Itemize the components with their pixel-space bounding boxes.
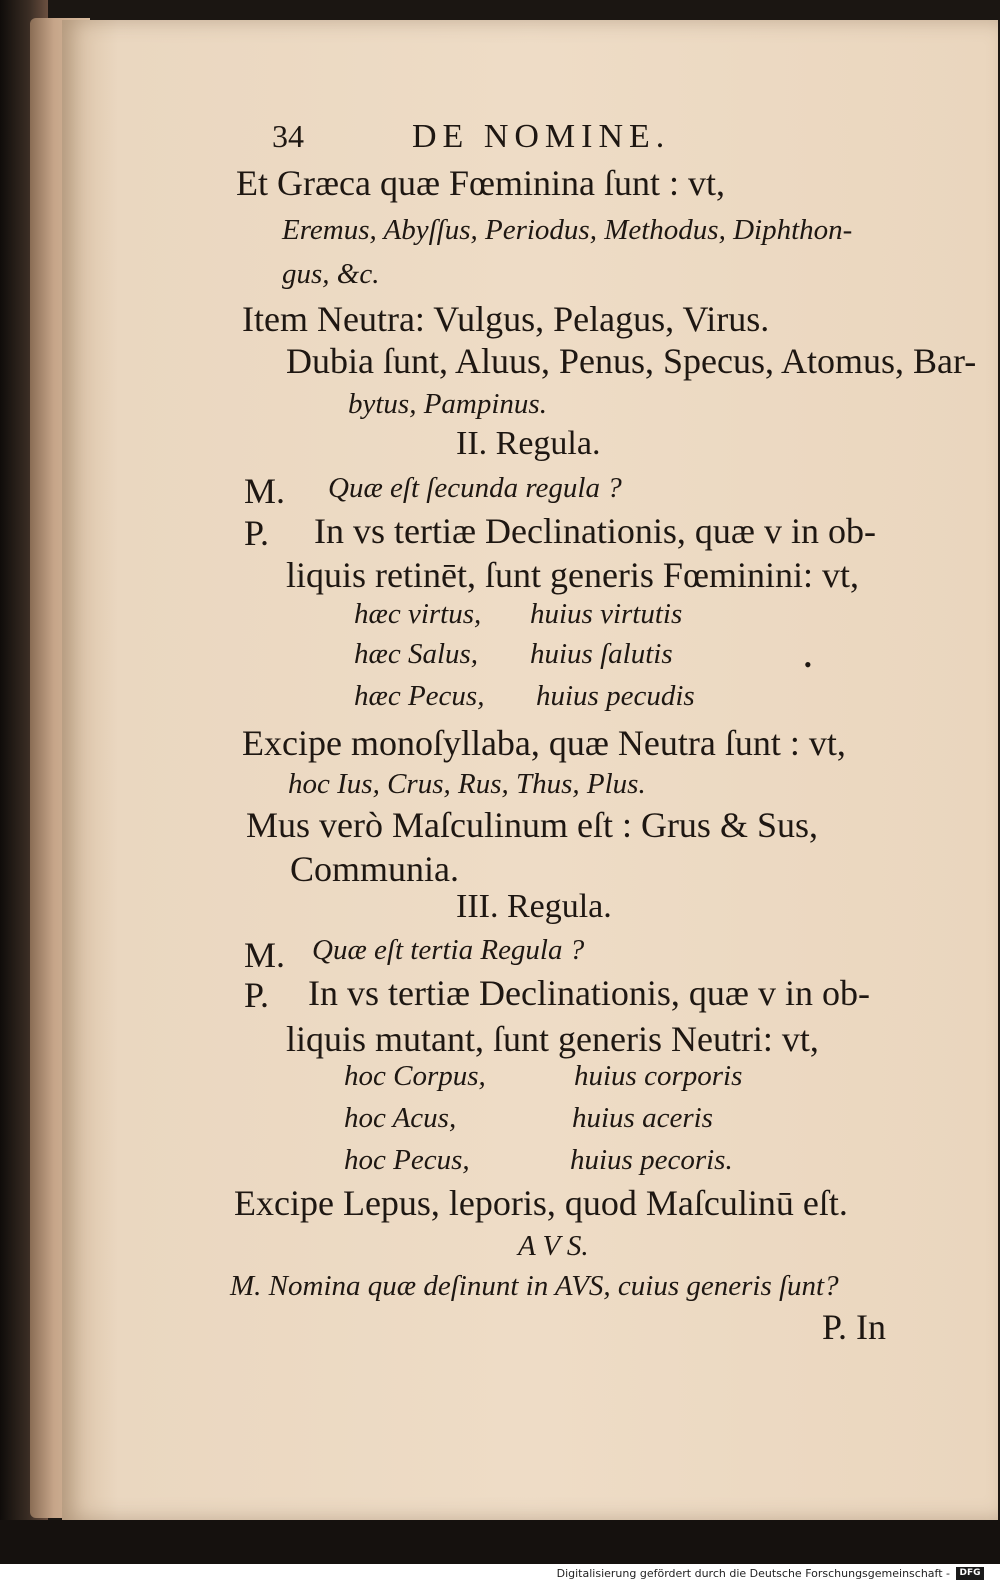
- example-neut-2-gen: huius aceris: [572, 1102, 713, 1134]
- text-line-2: Eremus, Abyſſus, Periodus, Methodus, Diphthon-: [282, 214, 853, 246]
- speaker-m-1: M.: [244, 471, 286, 511]
- rule-heading-2: II. Regula.: [456, 425, 601, 462]
- text-line-5: Dubia ſunt, Aluus, Penus, Specus, Atomus, Bar-: [286, 341, 977, 381]
- example-fem-2-nom: hæc Salus,: [354, 638, 479, 670]
- answer-line-3: In vs tertiæ Declinationis, quæ v in ob-: [308, 973, 870, 1013]
- rule-heading-3: III. Regula.: [456, 888, 612, 925]
- answer-line-2: liquis retinēt, ſunt generis Fœminini: vt,: [286, 555, 859, 595]
- running-title: DE NOMINE.: [412, 118, 671, 155]
- question-line-2: Quæ eſt tertia Regula ?: [312, 934, 585, 966]
- catchword: P. In: [822, 1307, 887, 1347]
- example-fem-1-gen: huius virtutis: [530, 598, 683, 630]
- example-neut-2-nom: hoc Acus,: [344, 1102, 457, 1134]
- text-line-except-1: Excipe monoſyllaba, quæ Neutra ſunt : vt,: [242, 723, 846, 763]
- example-fem-3-gen: huius pecudis: [536, 680, 695, 712]
- answer-line-4: liquis mutant, ſunt generis Neutri: vt,: [286, 1019, 819, 1059]
- text-line-except-1-words: hoc Ius, Crus, Rus, Thus, Plus.: [288, 768, 646, 800]
- speaker-m-2: M.: [244, 935, 286, 975]
- book-page: [62, 20, 998, 1520]
- text-line-4: Item Neutra: Vulgus, Pelagus, Virus.: [242, 299, 770, 339]
- ink-dot: •: [804, 652, 812, 677]
- dfg-logo: DFG: [956, 1567, 984, 1580]
- text-line-except-lepus: Excipe Lepus, leporis, quod Maſculinū eſt.: [234, 1183, 848, 1223]
- text-line-3: gus, &c.: [282, 258, 380, 290]
- text-line-6: bytus, Pampinus.: [348, 388, 547, 420]
- question-line-1: Quæ eſt ſecunda regula ?: [328, 472, 622, 504]
- example-neut-3-nom: hoc Pecus,: [344, 1144, 470, 1176]
- example-fem-1-nom: hæc virtus,: [354, 598, 482, 630]
- question-avs: M. Nomina quæ deſinunt in AVS, cuius generis ſunt?: [230, 1270, 839, 1302]
- speaker-p-1: P.: [244, 513, 270, 553]
- footer-credit: Digitalisierung gefördert durch die Deutsche Forschungsgemeinschaft -: [556, 1567, 950, 1580]
- example-neut-1-nom: hoc Corpus,: [344, 1060, 486, 1092]
- text-line-1: Et Græca quæ Fœminina ſunt : vt,: [236, 163, 725, 203]
- example-fem-2-gen: huius ſalutis: [530, 638, 673, 670]
- speaker-p-2: P.: [244, 975, 270, 1015]
- text-line-mus: Mus verò Maſculinum eſt : Grus & Sus,: [246, 805, 818, 845]
- scan-bottom-edge: [0, 1520, 1000, 1564]
- section-heading-avs: A V S.: [518, 1230, 589, 1262]
- example-fem-3-nom: hæc Pecus,: [354, 680, 485, 712]
- example-neut-3-gen: huius pecoris.: [570, 1144, 733, 1176]
- footer-bar: [0, 1564, 1000, 1584]
- page-number: 34: [272, 118, 304, 154]
- example-neut-1-gen: huius corporis: [574, 1060, 743, 1092]
- text-line-communia: Communia.: [290, 849, 459, 889]
- answer-line-1: In vs tertiæ Declinationis, quæ v in ob-: [314, 511, 876, 551]
